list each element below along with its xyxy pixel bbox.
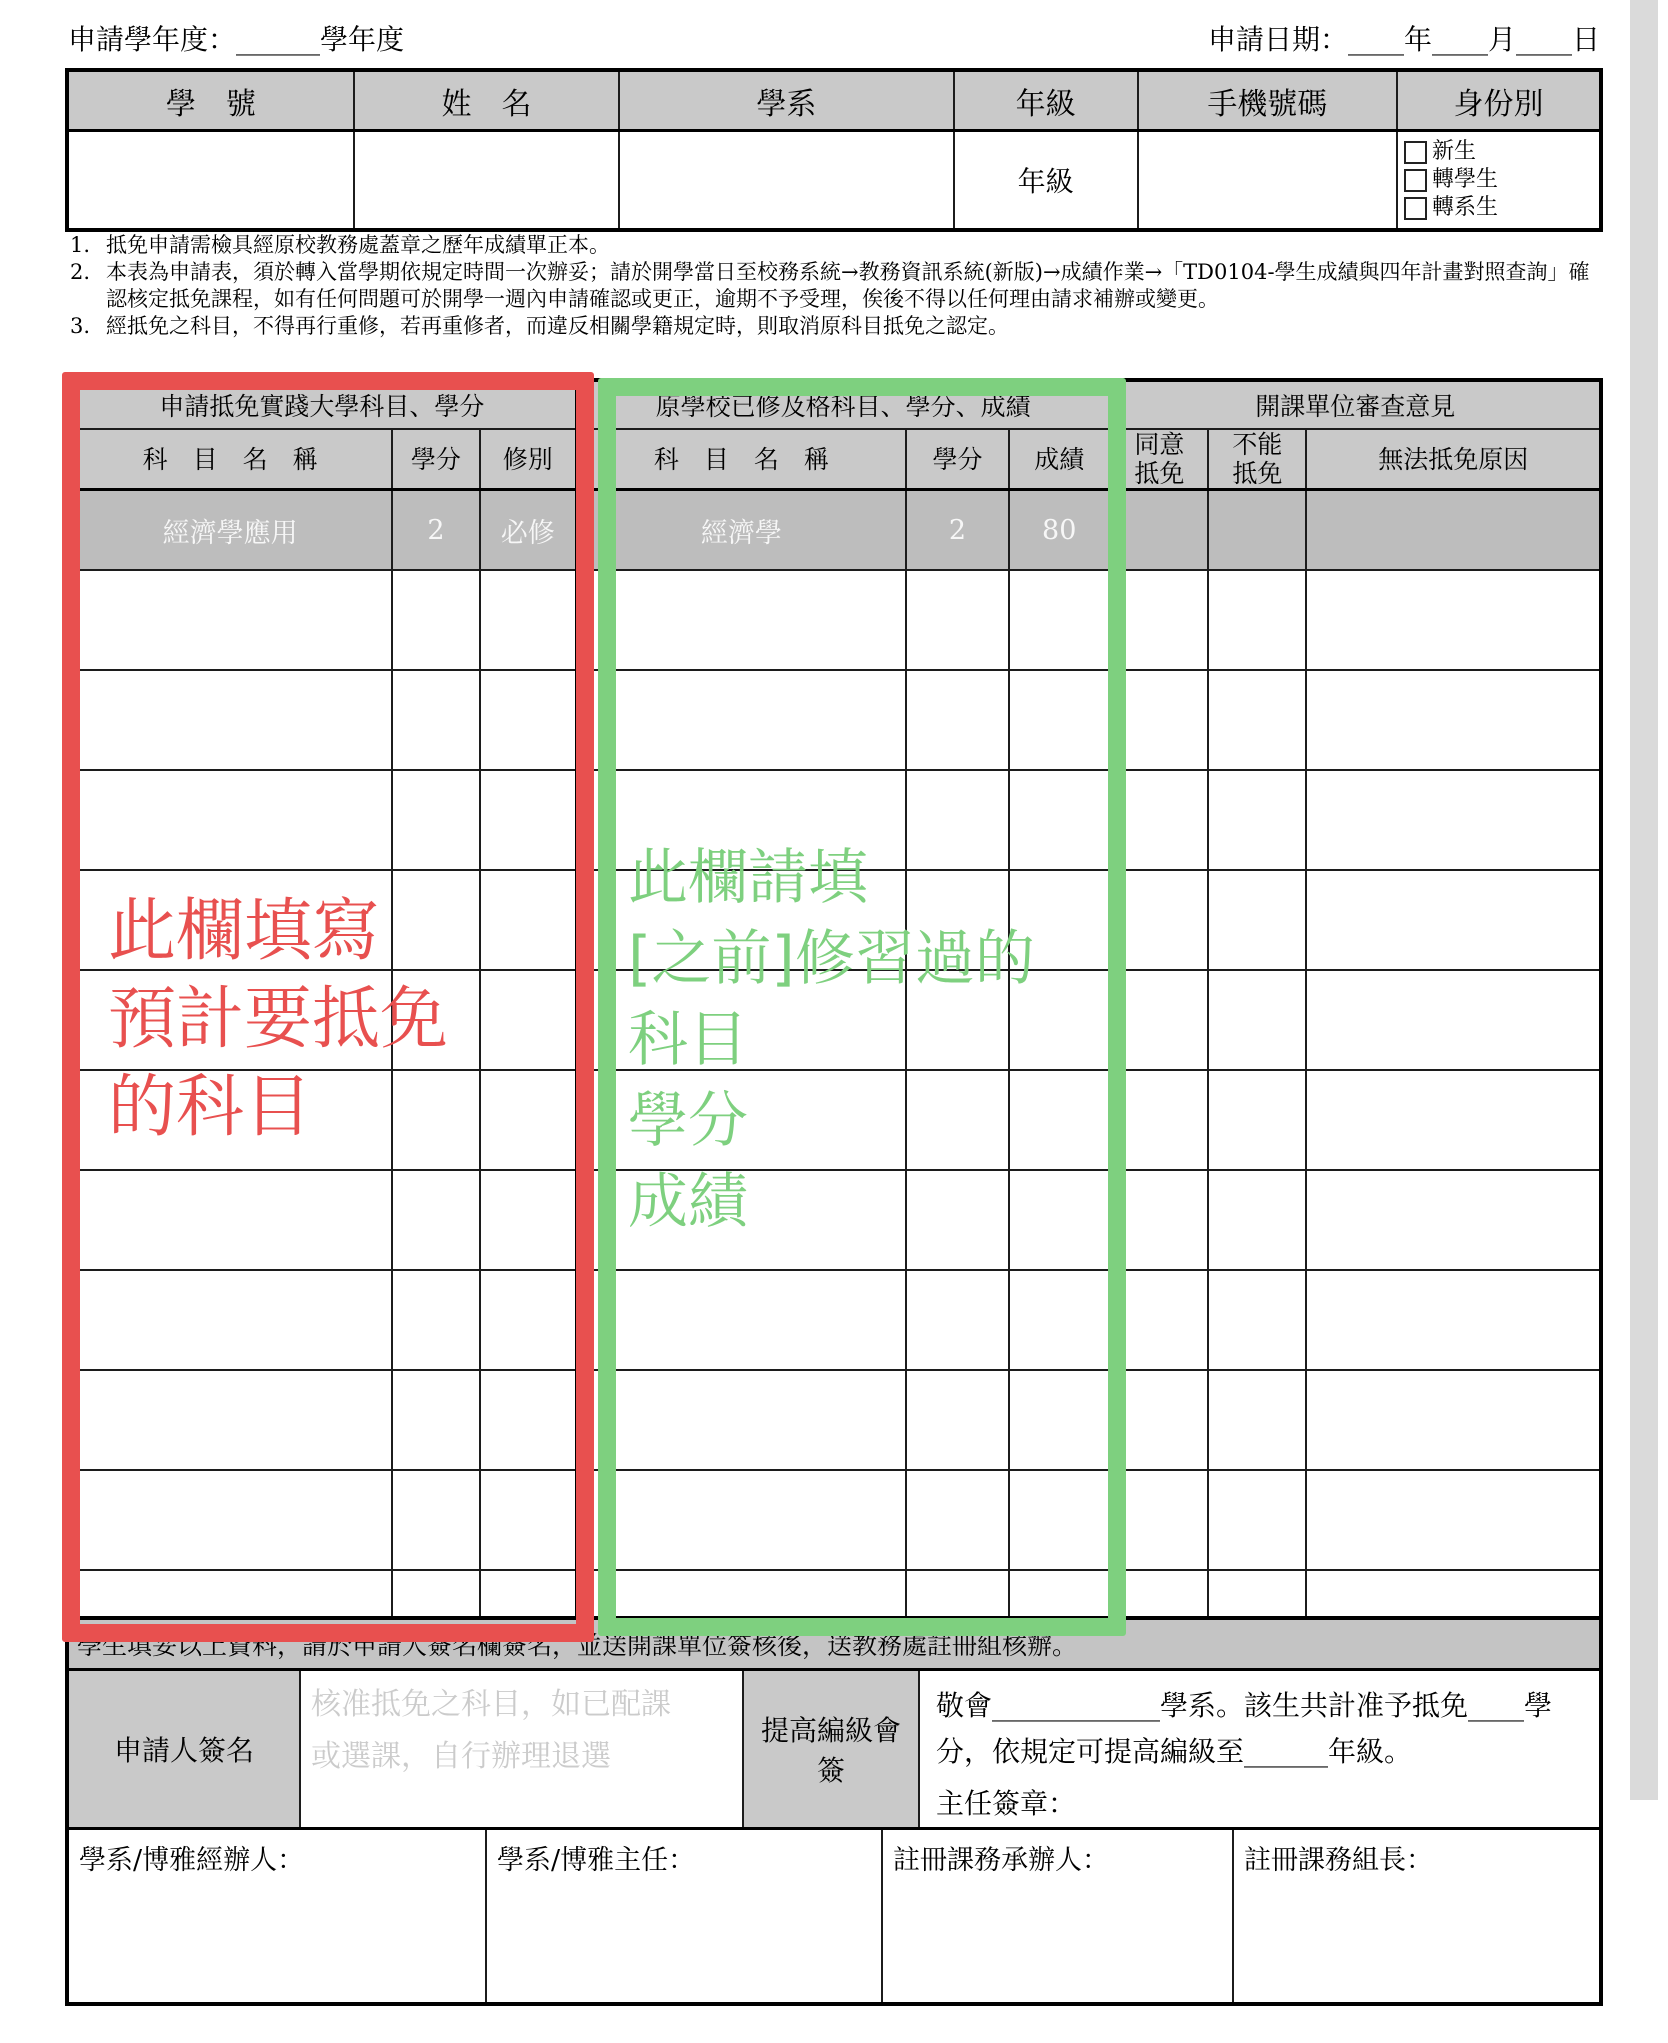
student-info-header-row (67, 70, 1601, 131)
student-info-data-row (67, 131, 1601, 231)
col-agree-exempt: 同意抵免 (1110, 429, 1208, 490)
empty-cell (1208, 870, 1306, 970)
application-year-field: 申請學年度：______學年度 (68, 23, 405, 56)
identity-option-label: 轉系生 (1431, 195, 1498, 220)
green-annotation-line: 科目 (628, 1005, 748, 1075)
grade-cell: 年級 (954, 131, 1138, 231)
note-2 (70, 259, 1605, 313)
identity-option-change-department (1404, 194, 1593, 222)
student-info-table (65, 68, 1603, 232)
col-cannot-exempt: 不能抵免 (1208, 429, 1306, 490)
empty-cell (1306, 1270, 1601, 1370)
example-credit-2: 2 (906, 490, 1009, 571)
col-subject-name-2: 科 目 名 稱 (576, 429, 906, 490)
empty-cell (1306, 570, 1601, 670)
empty-cell (1306, 870, 1601, 970)
col-subject-name-1: 科 目 名 稱 (67, 429, 392, 490)
empty-cell (1306, 1170, 1601, 1270)
note-number: 3. (70, 314, 91, 338)
example-grade: 80 (1009, 490, 1110, 571)
green-annotation-text (628, 838, 1035, 1243)
application-date-field: 申請日期：____年____月____日 (1207, 23, 1600, 56)
note-3 (70, 313, 1605, 340)
header-phone: 手機號碼 (1138, 70, 1397, 131)
empty-cell (1208, 1070, 1306, 1170)
example-type: 必修 (480, 490, 577, 571)
registration-chief-cell: 註冊課務組長： (1244, 1845, 1433, 1876)
red-annotation-text (108, 888, 448, 1152)
form-header-line (68, 18, 1600, 58)
upgrade-text: 敬會____________學系。該生共計准予抵免____學分，依規定可提高編級至______年級。 (936, 1689, 1553, 1768)
red-annotation-line: 的科目 (108, 1068, 313, 1147)
department-clerk-cell: 學系/博雅經辦人： (69, 1830, 487, 2002)
header-grade: 年級 (954, 70, 1138, 131)
note-1 (70, 232, 1605, 259)
upgrade-countersign-area (920, 1671, 1599, 1827)
col-course-type: 修別 (480, 429, 577, 490)
identity-option-label: 新生 (1431, 139, 1476, 164)
col-grade: 成績 (1009, 429, 1110, 490)
col-credits-1: 學分 (392, 429, 479, 490)
header-identity: 身份別 (1397, 70, 1601, 131)
signature-area-watermark: 核准抵免之科目，如已配課或選課，自行辦理退選 (311, 1687, 671, 1774)
identity-option-new-student (1404, 138, 1593, 166)
green-annotation-line: [之前]修習過的 (628, 924, 1035, 994)
checkbox-change-department-icon (1404, 197, 1427, 220)
empty-cell (1306, 670, 1601, 770)
example-subject-2: 經濟學 (576, 490, 906, 571)
example-subject-1: 經濟學應用 (67, 490, 392, 571)
checkbox-transfer-student-icon (1404, 169, 1427, 192)
col-credits-2: 學分 (906, 429, 1009, 490)
example-credit-1: 2 (392, 490, 479, 571)
department-cell (619, 131, 953, 231)
form-notes (70, 232, 1605, 340)
empty-cell (1208, 1270, 1306, 1370)
scan-edge-artifact (1630, 0, 1658, 1800)
note-number: 1. (70, 233, 91, 257)
empty-cell (1208, 1170, 1306, 1270)
empty-cell (1208, 970, 1306, 1070)
col-reason: 無法抵免原因 (1306, 429, 1601, 490)
section-title-review: 開課單位審查意見 (1110, 380, 1601, 429)
green-annotation-line: 此欄請填 (628, 843, 868, 913)
header-name: 姓 名 (354, 70, 619, 131)
example-reason (1306, 490, 1601, 571)
name-cell (354, 131, 619, 231)
applicant-signature-area (301, 1671, 744, 1827)
empty-cell (1208, 670, 1306, 770)
student-id-cell (67, 131, 354, 231)
signature-block (65, 1616, 1603, 2006)
header-student-id: 學 號 (67, 70, 354, 131)
red-annotation-line: 此欄填寫 (108, 892, 381, 971)
identity-cell (1397, 131, 1601, 231)
note-text: 本表為申請表，須於轉入當學期依規定時間一次辦妥；請於開學當日至校務系統→教務資訊系統(新版)→成績作業→「TD0104-學生成績與四年計畫對照查詢」確認核定抵免課程，如有任何問題可於開學一週內申請確認或更正，逾期不予受理，俟後不得以任何理由請求補辦或變更。 (106, 260, 1590, 311)
section-title-original-school: 原學校已修及格科目、學分、成績 (576, 380, 1110, 429)
section-title-apply: 申請抵免實踐大學科目、學分 (67, 380, 576, 429)
identity-option-transfer-student (1404, 166, 1593, 194)
department-director-cell: 學系/博雅主任： (487, 1830, 883, 2002)
green-annotation-line: 成績 (628, 1167, 748, 1237)
registration-staff-cell: 註冊課務承辦人： (883, 1830, 1234, 2002)
empty-cell (1306, 1070, 1601, 1170)
note-number: 2. (70, 260, 91, 284)
empty-cell (1306, 1370, 1601, 1470)
header-department: 學系 (619, 70, 953, 131)
empty-cell (1208, 570, 1306, 670)
signature-row (69, 1671, 1599, 1830)
empty-cell (1306, 970, 1601, 1070)
red-annotation-line: 預計要抵免 (108, 980, 449, 1059)
empty-cell (1208, 1370, 1306, 1470)
green-annotation-line: 學分 (628, 1086, 748, 1156)
identity-option-label: 轉學生 (1431, 167, 1498, 192)
instruction-banner: 學生填妥以上資料，請於申請人簽名欄簽名，並送開課單位簽核後，送教務處註冊組核辦。 (69, 1620, 1599, 1671)
applicant-signature-label: 申請人簽名 (69, 1671, 301, 1827)
upgrade-countersign-label: 提高編級會簽 (744, 1671, 920, 1827)
checkbox-new-student-icon (1404, 141, 1427, 164)
note-text: 經抵免之科目，不得再行重修，若再重修者，而違反相關學籍規定時，則取消原科目抵免之認定。 (106, 314, 1009, 338)
note-text: 抵免申請需檢具經原校教務處蓋章之歷年成績單正本。 (106, 233, 610, 257)
director-signature-label: 主任簽章： (936, 1787, 1077, 1820)
example-cannot (1208, 490, 1306, 571)
office-signature-row (69, 1830, 1599, 2002)
empty-cell (1306, 1470, 1601, 1570)
empty-cell (1208, 1470, 1306, 1570)
empty-cell (1306, 770, 1601, 870)
empty-cell (1208, 770, 1306, 870)
phone-cell (1138, 131, 1397, 231)
